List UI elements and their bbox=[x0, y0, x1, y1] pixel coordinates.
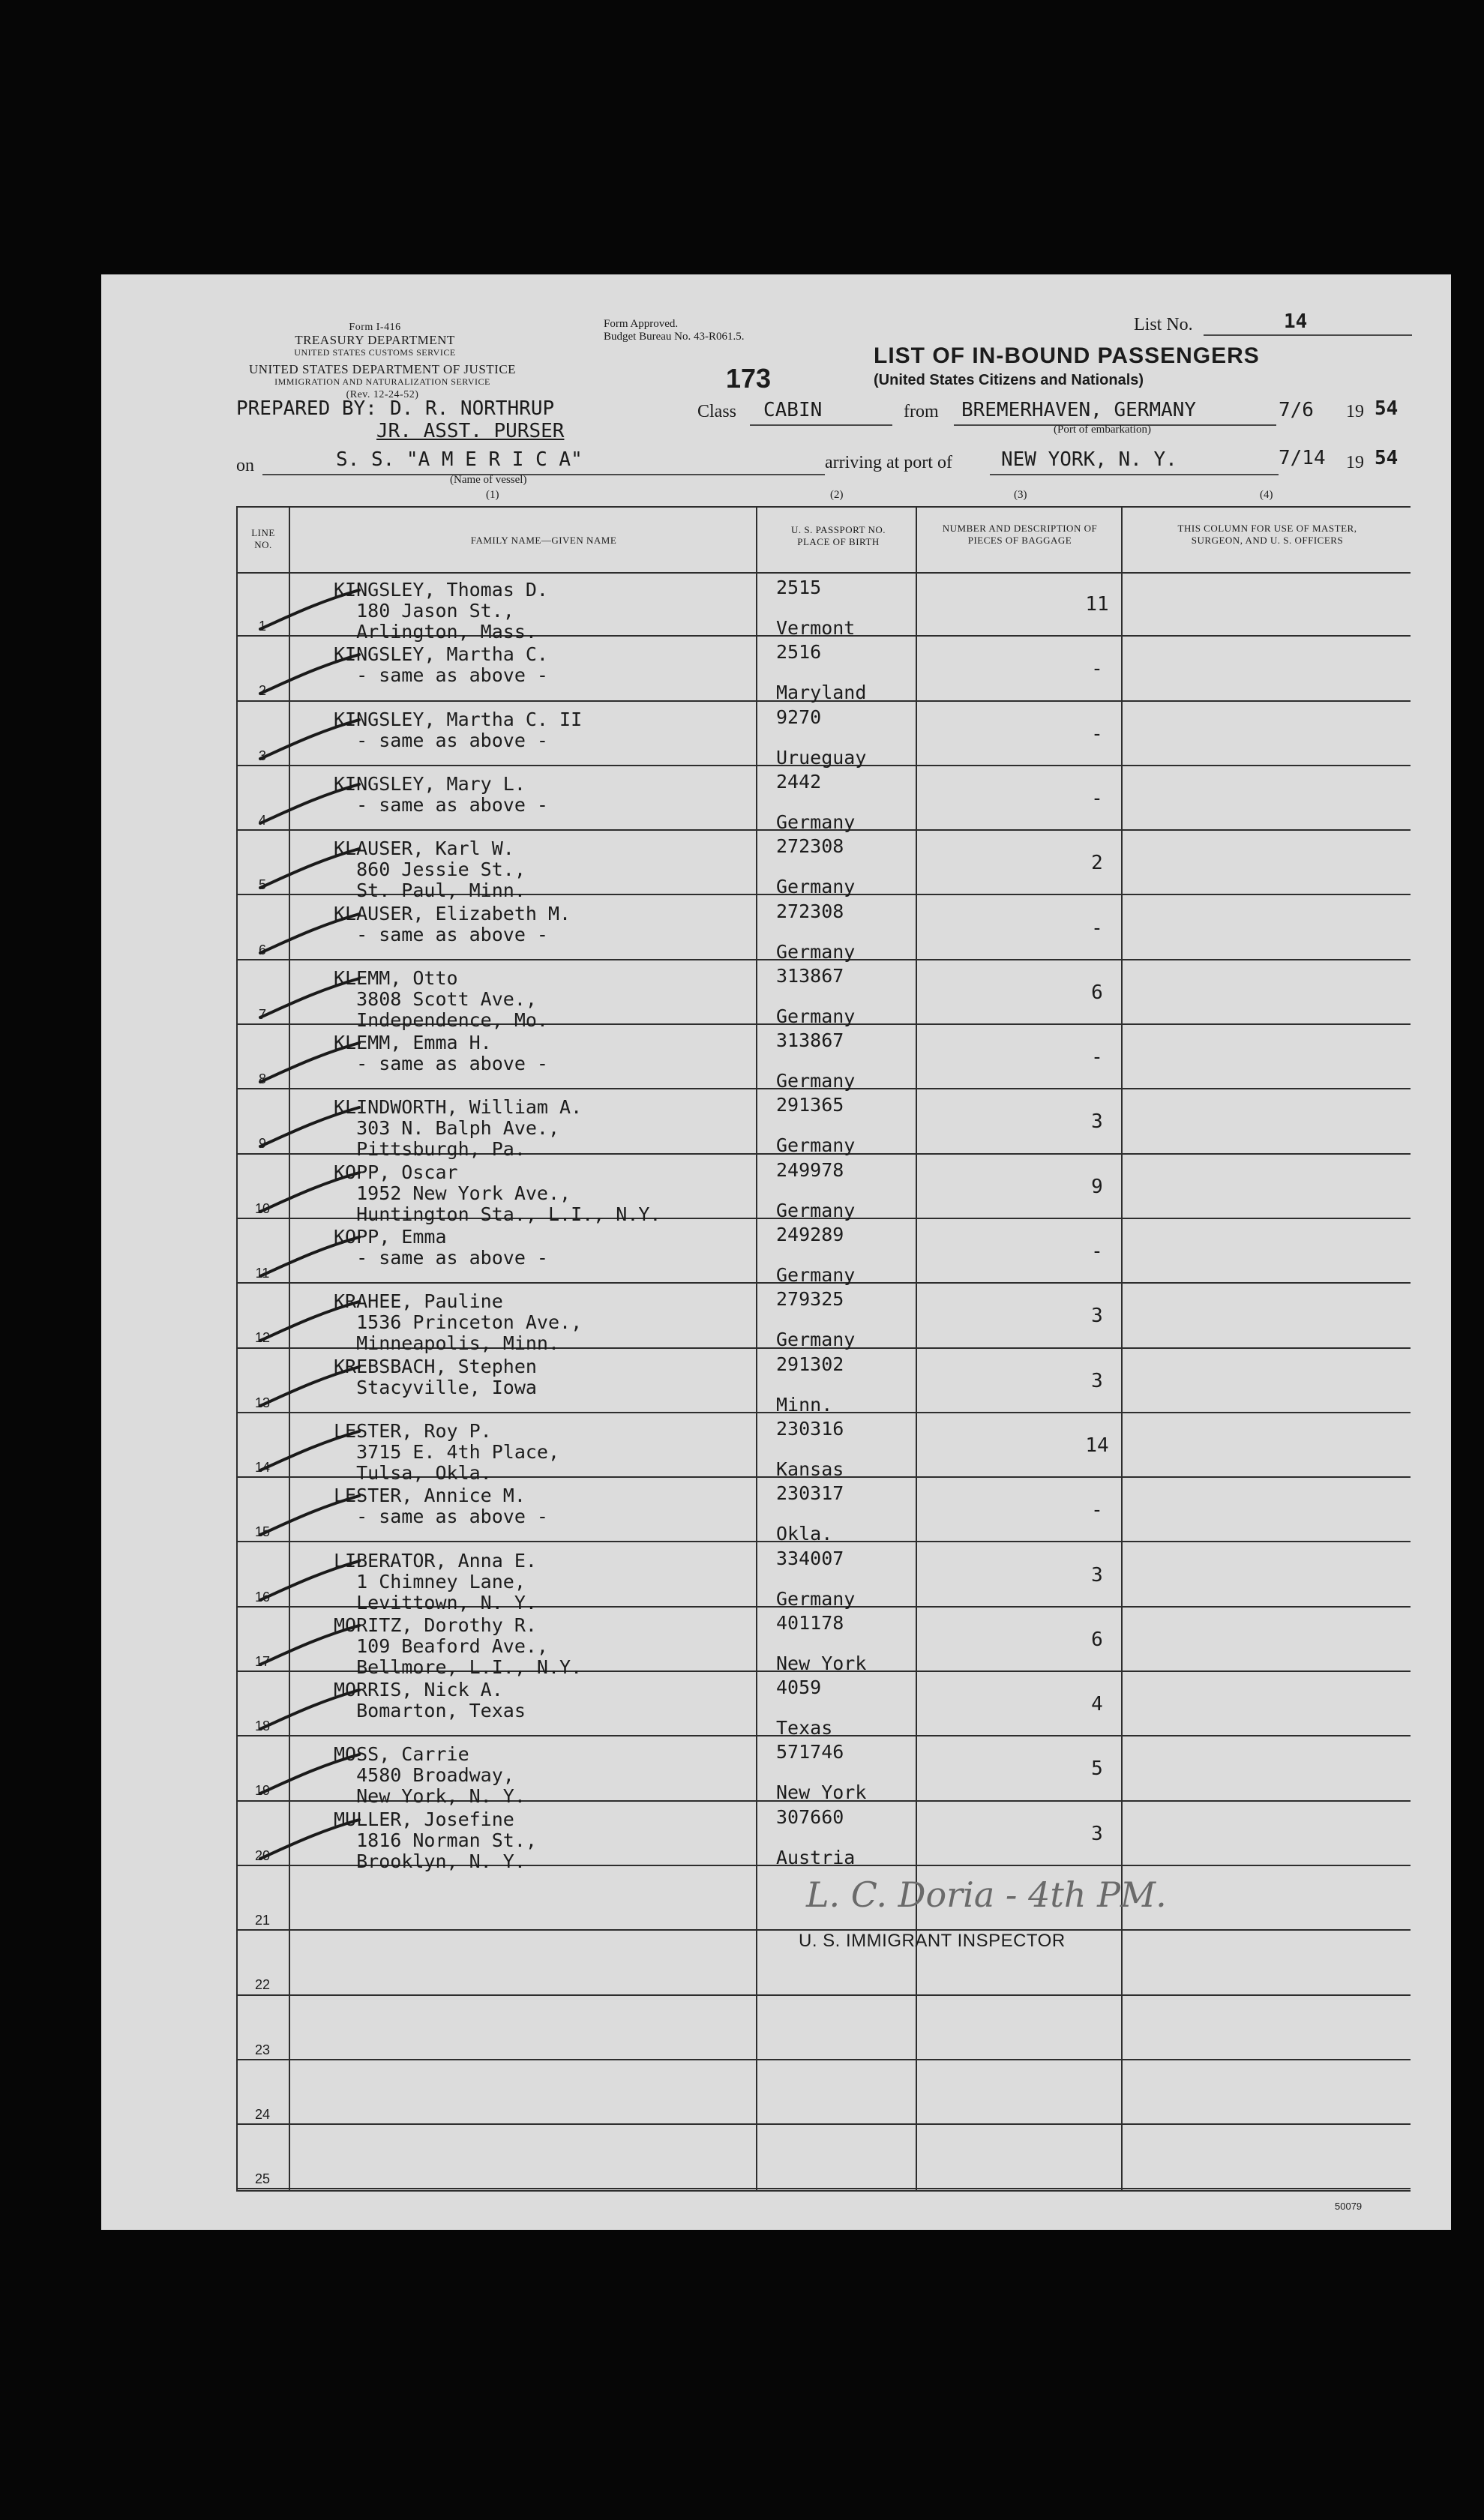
baggage-count: 9 bbox=[1091, 1175, 1103, 1198]
line-number: 2 bbox=[258, 683, 266, 699]
baggage-count: 2 bbox=[1091, 852, 1103, 875]
passenger-name: LIBERATOR, Anna E. 1 Chimney Lane, Levittown, N. Y. bbox=[334, 1549, 537, 1614]
passport-number: 249978 bbox=[776, 1158, 844, 1181]
passenger-name: KOPP, Oscar 1952 New York Ave., Huntington Sta., L.I., N.Y. bbox=[334, 1161, 661, 1225]
baggage-count: 6 bbox=[1091, 1628, 1103, 1651]
table-row bbox=[236, 2060, 1411, 2125]
col-number-4: (4) bbox=[1260, 489, 1273, 501]
form-number: Form I-416 bbox=[349, 322, 401, 333]
prepared-title: JR. ASST. PURSER bbox=[376, 420, 565, 442]
baggage-count: 14 bbox=[1085, 1434, 1109, 1457]
table-row bbox=[236, 702, 1411, 769]
table-row bbox=[236, 1672, 1411, 1739]
passenger-name: KRAHEE, Pauline 1536 Princeton Ave., Minneapolis, Minn. bbox=[334, 1290, 583, 1355]
passenger-name: KLINDWORTH, William A. 303 N. Balph Ave., Pittsburgh, Pa. bbox=[334, 1096, 583, 1161]
passport-number: 571746 bbox=[776, 1741, 844, 1763]
line-number: 17 bbox=[254, 1653, 271, 1669]
place-of-birth: Maryland bbox=[776, 682, 867, 704]
class-value: CABIN bbox=[763, 399, 823, 421]
agency-block bbox=[232, 321, 517, 359]
table-row bbox=[236, 1543, 1411, 1614]
place-of-birth: Germany bbox=[776, 1005, 856, 1027]
vessel-line bbox=[262, 474, 825, 475]
budget-label: Budget Bureau No. 43-R061.5. bbox=[604, 331, 745, 343]
line-number: 19 bbox=[254, 1783, 271, 1799]
port-caption: (Port of embarkation) bbox=[1054, 424, 1151, 436]
table-row bbox=[236, 1219, 1411, 1284]
depart-date: 7/6 bbox=[1279, 399, 1314, 421]
arriving-label: arriving at port of bbox=[825, 453, 952, 472]
table-row bbox=[236, 766, 1411, 831]
place-of-birth: Germany bbox=[776, 1264, 856, 1286]
place-of-birth: Germany bbox=[776, 940, 856, 963]
inspector-label: U. S. IMMIGRANT INSPECTOR bbox=[799, 1931, 1066, 1951]
line-number: 6 bbox=[258, 942, 266, 957]
line-number: 14 bbox=[254, 1459, 271, 1475]
table-row bbox=[236, 1478, 1411, 1545]
line-number: 13 bbox=[254, 1395, 271, 1410]
passenger-name: MOSS, Carrie 4580 Broadway, New York, N. Y. bbox=[334, 1743, 526, 1808]
revision-label: (Rev. 12-24-52) bbox=[346, 389, 419, 400]
treasury-label: TREASURY DEPARTMENT bbox=[295, 333, 455, 347]
place-of-birth: Germany bbox=[776, 1199, 856, 1221]
on-label: on bbox=[236, 456, 254, 475]
line-number: 20 bbox=[254, 1847, 271, 1863]
place-of-birth: Germany bbox=[776, 811, 856, 833]
passport-number: 2515 bbox=[776, 577, 822, 598]
customs-label: UNITED STATES CUSTOMS SERVICE bbox=[294, 347, 456, 358]
place-of-birth: Minn. bbox=[776, 1393, 833, 1416]
baggage-count: 6 bbox=[1091, 981, 1103, 1004]
header-name: FAMILY NAME—GIVEN NAME bbox=[470, 535, 617, 546]
prepared-label: PREPARED BY: bbox=[236, 397, 377, 420]
line-number: 9 bbox=[258, 1136, 266, 1152]
arrival-date: 7/14 bbox=[1279, 447, 1326, 469]
baggage-count: - bbox=[1091, 787, 1103, 810]
passenger-name: MULLER, Josefine 1816 Norman St., Brooklyn, N. Y. bbox=[334, 1808, 537, 1872]
passenger-name: KOPP, Emma - same as above - bbox=[334, 1226, 548, 1269]
depart-year-prefix: 19 bbox=[1346, 402, 1364, 421]
line-number: 10 bbox=[254, 1200, 271, 1216]
form-subtitle: (United States Citizens and Nationals) bbox=[874, 372, 1144, 388]
table-bottom-border bbox=[236, 2190, 1411, 2192]
baggage-count: 3 bbox=[1091, 1110, 1103, 1134]
line-number: 25 bbox=[254, 2171, 271, 2187]
table-row bbox=[236, 960, 1411, 1031]
list-no-line bbox=[1204, 334, 1412, 336]
passenger-name: KREBSBACH, Stephen Stacyville, Iowa bbox=[334, 1355, 537, 1398]
passenger-name: KLEMM, Emma H. - same as above - bbox=[334, 1032, 548, 1075]
approval-block bbox=[604, 318, 744, 343]
passport-number: 2442 bbox=[776, 770, 822, 793]
passenger-name: KLEMM, Otto 3808 Scott Ave., Independence, Mo. bbox=[334, 966, 548, 1031]
from-label: from bbox=[904, 402, 939, 421]
passport-number: 9270 bbox=[776, 706, 822, 728]
baggage-count: - bbox=[1091, 1499, 1103, 1522]
line-number: 1 bbox=[258, 619, 266, 634]
table-row bbox=[236, 1608, 1411, 1678]
table-row bbox=[236, 1089, 1411, 1161]
arrival-year-prefix: 19 bbox=[1346, 453, 1364, 472]
line-number: 15 bbox=[254, 1524, 271, 1540]
place-of-birth: Urueguay bbox=[776, 746, 867, 769]
inspector-signature: L. C. Doria - 4th PM. bbox=[806, 1874, 1167, 1915]
place-of-birth: New York bbox=[776, 1652, 867, 1674]
passport-number: 291365 bbox=[776, 1094, 844, 1116]
table-row bbox=[236, 1155, 1411, 1225]
header-passport: U. S. PASSPORT NO. PLACE OF BIRTH bbox=[791, 524, 886, 547]
passport-number: 291302 bbox=[776, 1353, 844, 1375]
depart-year: 54 bbox=[1375, 397, 1399, 420]
passenger-name: LESTER, Annice M. - same as above - bbox=[334, 1485, 548, 1528]
passport-number: 313867 bbox=[776, 1029, 844, 1052]
place-of-birth: Okla. bbox=[776, 1523, 833, 1545]
baggage-count: 11 bbox=[1085, 593, 1109, 616]
passenger-name: KLAUSER, Karl W. 860 Jessie St., St. Paul, Minn. bbox=[334, 838, 526, 902]
vessel-name: S. S. "A M E R I C A" bbox=[336, 448, 583, 471]
baggage-count: 3 bbox=[1091, 1305, 1103, 1328]
passenger-name: KINGSLEY, Martha C. - same as above - bbox=[334, 643, 548, 687]
table-row bbox=[236, 637, 1411, 704]
line-number: 23 bbox=[254, 2042, 271, 2057]
place-of-birth: Germany bbox=[776, 1587, 856, 1610]
table-row bbox=[236, 896, 1411, 963]
baggage-count: 3 bbox=[1091, 1369, 1103, 1392]
baggage-count: - bbox=[1091, 1046, 1103, 1069]
passport-number: 249289 bbox=[776, 1224, 844, 1245]
line-number: 18 bbox=[254, 1718, 271, 1734]
from-value: BREMERHAVEN, GERMANY bbox=[961, 399, 1197, 421]
line-number: 4 bbox=[258, 812, 266, 828]
table-row bbox=[236, 831, 1411, 902]
line-number: 3 bbox=[258, 748, 266, 763]
passenger-name: MORRIS, Nick A. Bomarton, Texas bbox=[334, 1679, 526, 1722]
place-of-birth: Germany bbox=[776, 1329, 856, 1351]
line-number: 12 bbox=[254, 1330, 271, 1346]
table-row bbox=[236, 1802, 1411, 1872]
header-line-no: LINE NO. bbox=[251, 527, 275, 550]
table-row bbox=[236, 572, 1411, 643]
baggage-count: - bbox=[1091, 916, 1103, 939]
table-row bbox=[236, 1349, 1411, 1416]
table-row bbox=[236, 2125, 1411, 2189]
line-number: 7 bbox=[258, 1006, 266, 1022]
place-of-birth: Germany bbox=[776, 1134, 856, 1157]
line-number: 21 bbox=[254, 1913, 271, 1928]
line-number: 11 bbox=[255, 1266, 270, 1281]
place-of-birth: New York bbox=[776, 1781, 867, 1804]
vessel-caption: (Name of vessel) bbox=[450, 474, 527, 486]
table-row bbox=[236, 1996, 1411, 2060]
line-number: 24 bbox=[254, 2106, 271, 2122]
stamp-number: 173 bbox=[726, 363, 772, 394]
list-no-label: List No. bbox=[1134, 315, 1193, 334]
baggage-count: - bbox=[1091, 722, 1103, 745]
baggage-count: 4 bbox=[1091, 1693, 1103, 1716]
passenger-name: MORITZ, Dorothy R. 109 Beaford Ave., Bellmore, L.I., N.Y. bbox=[334, 1614, 583, 1678]
passport-number: 313867 bbox=[776, 964, 844, 987]
header-remarks: THIS COLUMN FOR USE OF MASTER, SURGEON, AND U. S. OFFICERS bbox=[1177, 523, 1357, 546]
table-row bbox=[236, 1736, 1411, 1808]
passport-number: 272308 bbox=[776, 835, 844, 858]
class-line bbox=[750, 424, 892, 426]
col-number-1: (1) bbox=[486, 489, 499, 501]
table-top-border bbox=[236, 506, 1411, 508]
passport-number: 279325 bbox=[776, 1288, 844, 1311]
passport-number: 230316 bbox=[776, 1417, 844, 1440]
header-baggage: NUMBER AND DESCRIPTION OF PIECES OF BAGGAGE bbox=[942, 523, 1098, 546]
passport-number: 230317 bbox=[776, 1482, 844, 1505]
line-number: 16 bbox=[254, 1589, 271, 1605]
passenger-name: KLAUSER, Elizabeth M. - same as above - bbox=[334, 902, 571, 945]
passport-number: 2516 bbox=[776, 641, 822, 664]
passport-number: 334007 bbox=[776, 1547, 844, 1569]
passenger-table bbox=[236, 506, 1411, 2192]
line-number: 5 bbox=[258, 877, 266, 893]
baggage-count: - bbox=[1091, 1240, 1103, 1263]
baggage-count: 3 bbox=[1091, 1563, 1103, 1587]
table-row bbox=[236, 1284, 1411, 1355]
baggage-count: 3 bbox=[1091, 1822, 1103, 1845]
baggage-count: - bbox=[1091, 658, 1103, 681]
place-of-birth: Austria bbox=[776, 1846, 856, 1868]
arrival-port: NEW YORK, N. Y. bbox=[1001, 448, 1177, 471]
passenger-name: KINGSLEY, Thomas D. 180 Jason St., Arlington, Mass. bbox=[334, 579, 548, 643]
place-of-birth: Texas bbox=[776, 1717, 833, 1739]
line-number: 22 bbox=[254, 1977, 271, 1993]
arrival-year: 54 bbox=[1375, 447, 1399, 469]
place-of-birth: Germany bbox=[776, 876, 856, 898]
class-label: Class bbox=[697, 402, 737, 421]
baggage-count: 5 bbox=[1091, 1757, 1103, 1781]
form-title: LIST OF IN-BOUND PASSENGERS bbox=[874, 343, 1260, 368]
place-of-birth: Kansas bbox=[776, 1458, 844, 1480]
line-number: 8 bbox=[258, 1071, 266, 1087]
footer-code: 50079 bbox=[1335, 2201, 1363, 2212]
table-row bbox=[236, 1413, 1411, 1484]
passport-number: 4059 bbox=[776, 1677, 822, 1699]
passenger-name: LESTER, Roy P. 3715 E. 4th Place, Tulsa, Okla. bbox=[334, 1419, 560, 1484]
col-number-3: (3) bbox=[1014, 489, 1027, 501]
place-of-birth: Germany bbox=[776, 1070, 856, 1092]
place-of-birth: Vermont bbox=[776, 617, 856, 639]
passport-number: 401178 bbox=[776, 1611, 844, 1634]
passenger-name: KINGSLEY, Mary L. - same as above - bbox=[334, 772, 548, 816]
passport-number: 272308 bbox=[776, 900, 844, 922]
ins-label: IMMIGRATION AND NATURALIZATION SERVICE bbox=[274, 376, 490, 387]
list-no-value: 14 bbox=[1284, 310, 1308, 333]
passport-number: 307660 bbox=[776, 1805, 844, 1828]
col-number-2: (2) bbox=[830, 489, 844, 501]
approved-label: Form Approved. bbox=[604, 318, 679, 330]
prepared-by: D. R. NORTHRUP bbox=[390, 397, 555, 420]
justice-label: UNITED STATES DEPARTMENT OF JUSTICE bbox=[248, 362, 517, 376]
justice-block bbox=[232, 363, 532, 401]
arrival-line bbox=[990, 474, 1279, 475]
passenger-name: KINGSLEY, Martha C. II - same as above - bbox=[334, 708, 583, 751]
table-row bbox=[236, 1025, 1411, 1092]
